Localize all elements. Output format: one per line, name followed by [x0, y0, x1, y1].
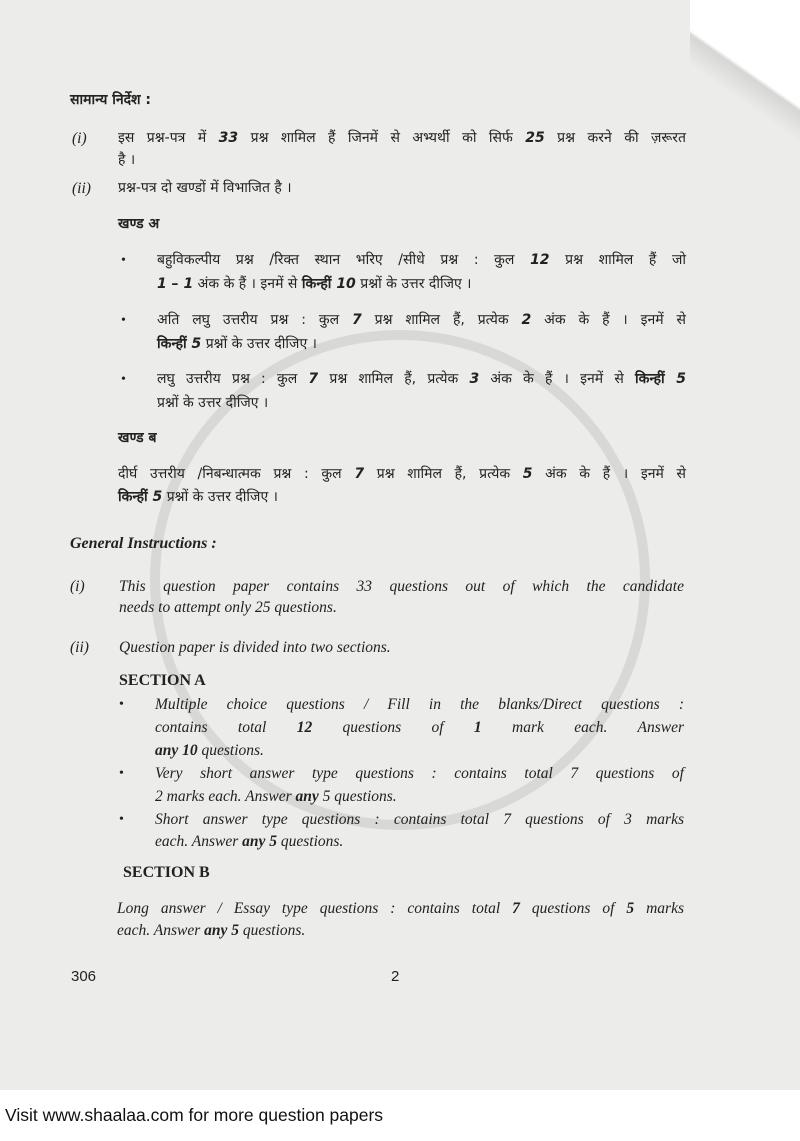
section-b-text: [117, 921, 305, 940]
text-segment: Very short answer type questions : contains total 7 questions of: [155, 765, 684, 782]
text-segment: Short answer type questions : contains total 7 questions of 3 marks: [155, 811, 684, 828]
text-segment: 5: [676, 371, 686, 387]
text-segment: 12: [530, 252, 550, 268]
hindi-item-text: [118, 179, 292, 198]
text-segment: any 5: [242, 833, 277, 850]
text-segment: 7: [352, 312, 362, 328]
bullet-icon: •: [121, 372, 126, 387]
text-segment: questions.: [197, 742, 264, 759]
bullet-text: [155, 832, 343, 851]
item-text: [119, 598, 337, 617]
text-segment: 5: [191, 336, 202, 352]
text-segment: 25: [255, 599, 271, 616]
text-segment: 2: [521, 312, 532, 328]
hindi-section-b-text: [118, 488, 278, 507]
text-segment: Multiple choice questions / Fill in the blanks/Direct questions :: [155, 696, 684, 713]
hindi-section-b-heading: [118, 429, 156, 448]
text-segment: किन्हीं: [301, 276, 337, 292]
text-segment: any: [295, 788, 319, 805]
text-segment: किन्हीं: [635, 371, 677, 387]
item-text: [119, 638, 391, 657]
bullet-icon: •: [119, 812, 124, 827]
text-segment: 1: [473, 719, 482, 736]
item-label: [70, 638, 89, 657]
text-segment: इस प्रश्न-पत्र में: [118, 130, 219, 146]
text-segment: mark each. Answer: [481, 719, 684, 736]
text-segment: खण्ड ब: [118, 430, 157, 446]
text-segment: खण्ड अ: [118, 216, 160, 232]
item-text: [119, 577, 684, 596]
text-segment: अति लघु उत्तरीय प्रश्न : कुल: [157, 312, 353, 328]
section-b-heading: [123, 863, 210, 882]
bullet-text: [155, 695, 684, 714]
text-segment: 7: [512, 900, 520, 917]
hindi-bullet-text: [157, 311, 686, 330]
text-segment: प्रश्न शामिल हैं जिनमें से अभ्यर्थी को सिर्फ: [238, 130, 526, 146]
hindi-item-text: [118, 151, 135, 170]
text-segment: 7: [354, 466, 365, 482]
text-segment: है ।: [118, 152, 136, 168]
text-segment: questions.: [238, 922, 306, 939]
text-segment: 5: [522, 466, 533, 482]
bullet-icon: •: [121, 313, 126, 328]
footer-link-text[interactable]: Visit www.shaalaa.com for more question papers: [5, 1105, 384, 1125]
bullet-icon: •: [121, 253, 126, 268]
text-segment: किन्हीं: [157, 336, 192, 352]
text-segment: 12: [296, 719, 313, 736]
text-segment: 33: [218, 130, 239, 146]
text-segment: 2 marks each. Answer: [155, 788, 296, 805]
hindi-item-label: [72, 129, 87, 148]
text-segment: SECTION A: [119, 672, 206, 689]
text-segment: दीर्घ उत्तरीय /निबन्धात्मक प्रश्न : कुल: [118, 466, 355, 482]
text-segment: प्रश्न शामिल हैं जो: [549, 252, 687, 268]
bullet-text: [155, 764, 684, 783]
text-segment: 5 questions.: [318, 788, 397, 805]
text-segment: प्रश्न करने की ज़रूरत: [544, 130, 687, 146]
text-segment: 1 – 1: [157, 276, 194, 292]
page-number: 2: [391, 968, 400, 985]
text-segment: किन्हीं: [118, 489, 153, 505]
text-segment: any 5: [204, 922, 239, 939]
bullet-text: [155, 718, 684, 737]
text-segment: प्रश्न शामिल हैं, प्रत्येक: [361, 312, 522, 328]
section-a-heading: [119, 671, 206, 690]
bullet-text: [155, 810, 684, 829]
text-segment: प्रश्नों के उत्तर दीजिए ।: [157, 395, 269, 411]
text-segment: प्रश्नों के उत्तर दीजिए ।: [355, 276, 472, 292]
hindi-bullet-text: [157, 251, 686, 270]
text-segment: प्रश्नों के उत्तर दीजिए ।: [201, 336, 317, 352]
general-instructions-heading: [70, 534, 217, 553]
text-segment: (ii): [72, 180, 91, 197]
text-segment: प्रश्न शामिल हैं, प्रत्येक: [364, 466, 523, 482]
text-segment: each. Answer: [117, 922, 205, 939]
text-segment: 25: [525, 130, 545, 146]
text-segment: अंक के हैं । इनमें से: [193, 276, 302, 292]
text-segment: 7: [308, 371, 319, 387]
hindi-bullet-text: [157, 394, 268, 413]
hindi-item-text: [118, 129, 686, 148]
text-segment: 10: [336, 276, 356, 292]
text-segment: questions out of which the candidate: [372, 578, 684, 595]
hindi-bullet-text: [157, 370, 686, 389]
hindi-bullet-text: [157, 335, 317, 354]
text-segment: Question paper is divided into two sections.: [119, 639, 391, 656]
text-segment: प्रश्न शामिल हैं, प्रत्येक: [318, 371, 470, 387]
text-segment: (ii): [70, 639, 89, 656]
text-segment: 5: [152, 489, 163, 505]
section-b-text: [117, 899, 684, 918]
text-segment: (i): [72, 130, 87, 147]
text-segment: General Instructions :: [70, 535, 217, 552]
bullet-icon: •: [119, 766, 124, 781]
text-segment: प्रश्न-पत्र दो खण्डों में विभाजित है ।: [118, 180, 292, 196]
text-segment: बहुविकल्पीय प्रश्न /रिक्त स्थान भरिए /सीधे प्रश्न : कुल: [157, 252, 531, 268]
text-segment: This question paper contains: [119, 578, 357, 595]
text-segment: contains total: [155, 719, 297, 736]
bullet-icon: •: [119, 697, 124, 712]
text-segment: SECTION B: [123, 864, 210, 881]
text-segment: questions of: [519, 900, 627, 917]
text-segment: अंक के हैं । इनमें से: [532, 466, 686, 482]
text-segment: सामान्य निर्देश :: [70, 92, 152, 108]
text-segment: any 10: [155, 742, 198, 759]
hindi-instructions-heading: [70, 91, 151, 110]
text-segment: questions.: [276, 833, 344, 850]
hindi-item-label: [72, 179, 91, 198]
text-segment: 33: [356, 578, 373, 595]
text-segment: each. Answer: [155, 833, 243, 850]
bullet-text: [155, 741, 264, 760]
hindi-section-b-text: [118, 465, 686, 484]
text-segment: अंक के हैं । इनमें से: [479, 371, 635, 387]
text-segment: 3: [469, 371, 480, 387]
text-segment: अंक के हैं । इनमें से: [531, 312, 686, 328]
bullet-text: [155, 787, 397, 806]
hindi-bullet-text: [157, 275, 471, 294]
text-segment: लघु उत्तरीय प्रश्न : कुल: [157, 371, 309, 387]
text-segment: 5: [626, 900, 635, 917]
text-segment: questions of: [312, 719, 474, 736]
text-segment: (i): [70, 578, 85, 595]
text-segment: प्रश्नों के उत्तर दीजिए ।: [162, 489, 278, 505]
item-label: [70, 577, 85, 596]
text-segment: needs to attempt only: [119, 599, 256, 616]
text-segment: questions.: [270, 599, 337, 616]
paper-code: 306: [71, 968, 97, 985]
page-fold-corner: [690, 0, 800, 160]
text-segment: Long answer / Essay type questions : contains total: [117, 900, 513, 917]
text-segment: marks: [634, 900, 684, 917]
hindi-section-a-heading: [118, 215, 159, 234]
